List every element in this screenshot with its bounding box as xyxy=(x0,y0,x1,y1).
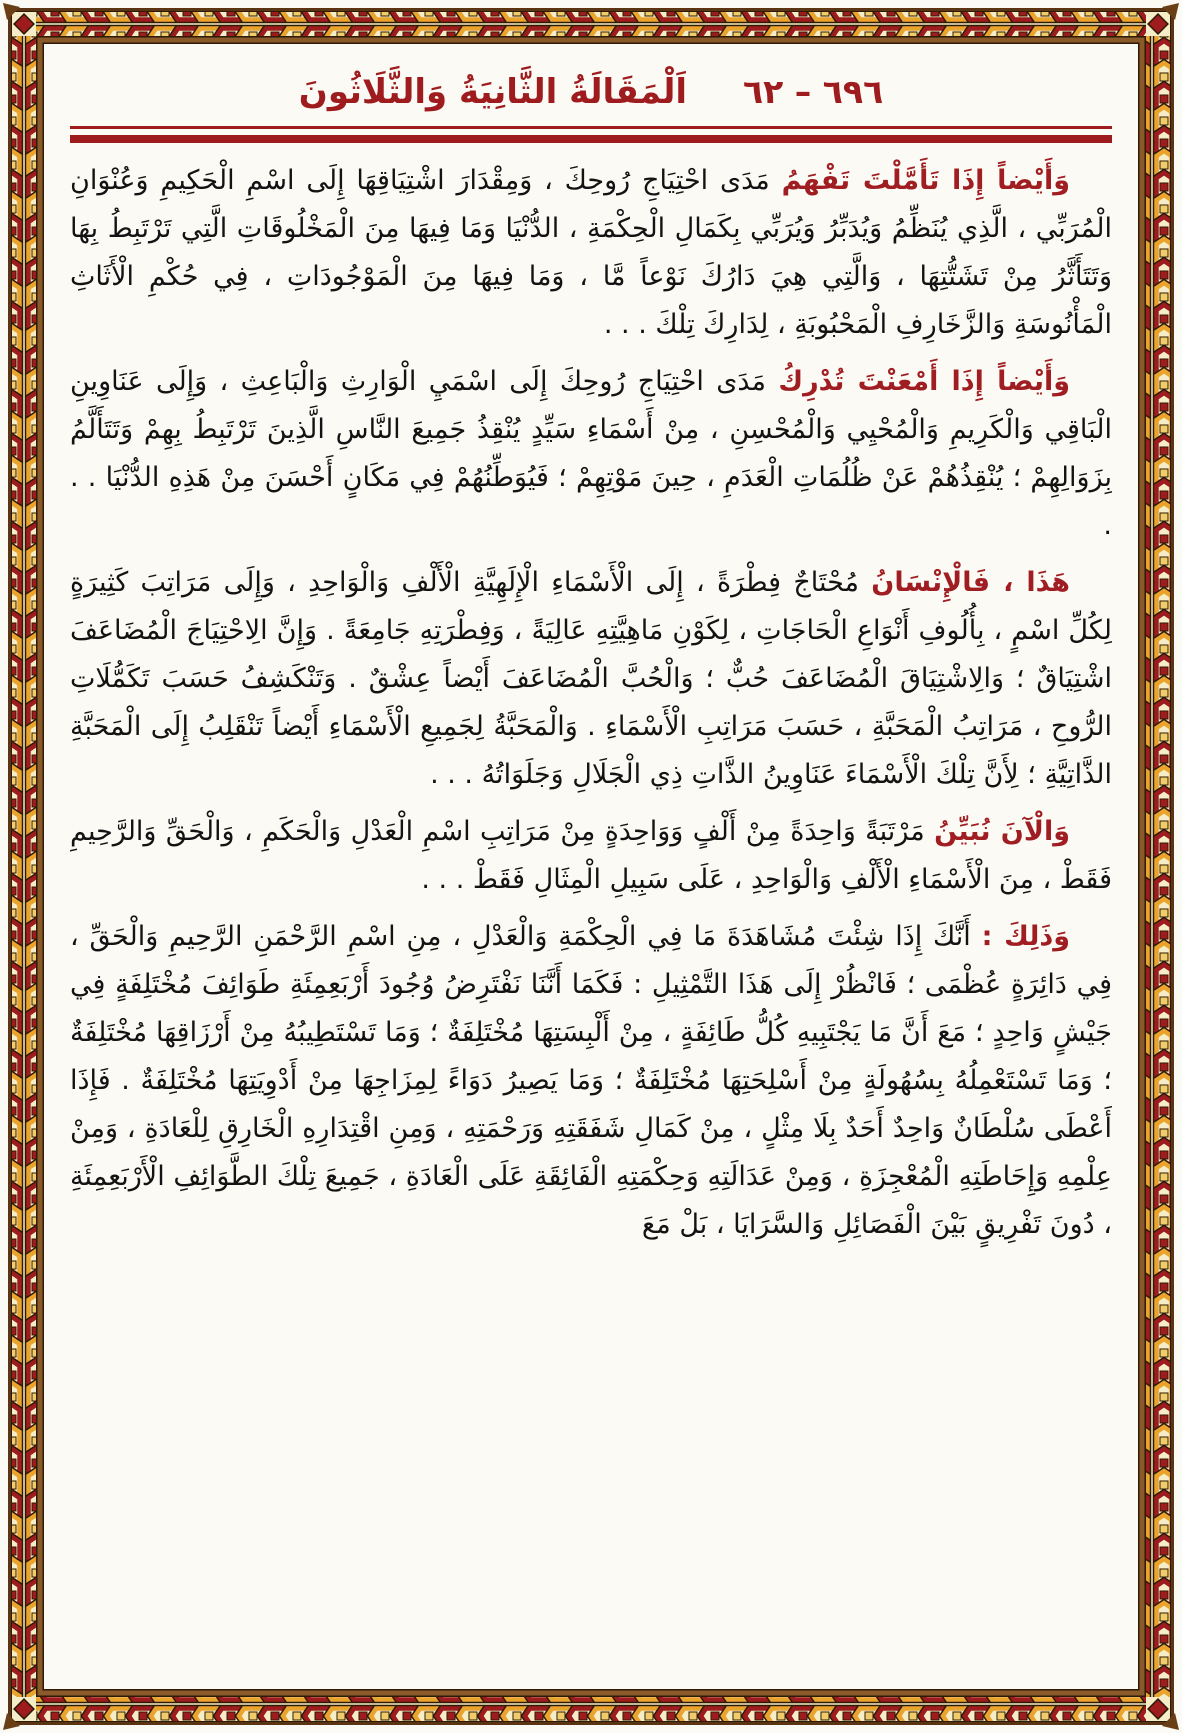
paragraph-text: أَنَّكَ إِذَا شِئْتَ مُشَاهَدَةَ مَا فِي الْحِكْمَةِ وَالْعَدْلِ ، مِنِ اسْمِ الرَّحْمَنِ الرَّحِيمِ وَالْحَقِّ ، فِي دَائِرَةٍ عُظْمَى ؛ فَانْظُرْ إِلَى هَذَا التَّمْثِيلِ : فَكَمَا أَنَّنَا نَفْتَرِضُ وُجُودَ أَرْبَعِمِئَةِ طَوَائِفَ مُخْتَلِفَةٍ فِي جَيْشٍ وَاحِدٍ ؛ مَعَ أَنَّ مَا يَجْتَبِيهِ كُلُّ طَائِفَةٍ ، مِنْ أَلْبِسَتِهَا مُخْتَلِفَةٌ ؛ وَمَا تَسْتَطِيبُهُ مِنْ أَرْزَاقِهَا مُخْتَلِفَةٌ ؛ وَمَا تَسْتَعْمِلُهُ بِسُهُولَةٍ مِنْ أَسْلِحَتِهَا مُخْتَلِفَةٌ ؛ وَمَا يَصِيرُ دَوَاءً لِمِزَاجِهَا مِنْ أَدْوِيَتِهَا مُخْتَلِفَةٌ . فَإِذَا أَعْطَى سُلْطَانٌ وَاحِدٌ أَحَدٌ بِلَا مِثْلٍ ، مِنْ كَمَالِ شَفَقَتِهِ وَرَحْمَتِهِ ، وَمِنِ اقْتِدَارِهِ الْخَارِقِ لِلْعَادَةِ ، وَمِنْ عِلْمِهِ وَإِحَاطَتِهِ الْمُعْجِزَةِ ، وَمِنْ عَدَالَتِهِ وَحِكْمَتِهِ الْفَائِقَةِ عَلَى الْعَادَةِ ، جَمِيعَ تِلْكَ الطَّوَائِفِ الْأَرْبَعِمِئَةِ ، دُونَ تَفْرِيقٍ بَيْنَ الْفَصَائِلِ وَالسَّرَايَا ، بَلْ مَعَ xyxy=(70,921,1112,1240)
paragraph-text: مَدَى احْتِيَاجِ رُوحِكَ ، وَمِقْدَارَ اشْتِيَاقِهَا إِلَى اسْمِ الْحَكِيمِ وَعُنْوَانِ الْمُرَبِّي ، الَّذِي يُنَظِّمُ وَيُدَبِّرُ وَيُرَبِّي بِكَمَالِ الْحِكْمَةِ ، الدُّنْيَا وَمَا فِيهَا مِنَ الْمَخْلُوقَاتِ الَّتِي تَرْتَبِطُ بِهَا وَتَتَأَثَّرُ مِنْ تَشَتُّتِهَا ، وَالَّتِي هِيَ دَارُكَ نَوْعاً مَّا ، وَمَا فِيهَا مِنَ الْمَوْجُودَاتِ ، فِي حُكْمِ الْأَثَاثِ الْمَأْنُوسَةِ وَالزَّخَارِفِ الْمَحْبُوبَةِ ، لِدَارِكَ تِلْكَ . . . xyxy=(70,165,1112,340)
paragraph-opener: وَالْآنَ نُبَيِّنُ xyxy=(934,816,1070,847)
paragraph-opener: وَأَيْضاً إِذَا تَأَمَّلْتَ تَفْهَمُ xyxy=(781,165,1070,196)
paragraph-opener: وَأَيْضاً إِذَا أَمْعَنْتَ تُدْرِكُ xyxy=(778,366,1070,397)
paragraph xyxy=(70,913,1112,1249)
paragraph xyxy=(70,358,1112,550)
paragraph-opener: هَذَا ، فَالْإِنْسَانُ xyxy=(871,567,1070,598)
page-header xyxy=(70,56,1112,112)
body-text xyxy=(70,157,1112,1249)
page-title: اَلْمَقَالَةُ الثَّانِيَةُ وَالثَّلَاثُونَ xyxy=(298,72,687,112)
paragraph xyxy=(70,157,1112,349)
paragraph xyxy=(70,808,1112,904)
paragraph-text: مَدَى احْتِيَاجِ رُوحِكَ إِلَى اسْمَيِ الْوَارِثِ وَالْبَاعِثِ ، وَإِلَى عَنَاوِينِ الْبَاقِي وَالْكَرِيمِ وَالْمُحْيِي وَالْمُحْسِنِ ، مِنْ أَسْمَاءِ سَيِّدٍ يُنْقِذُ جَمِيعَ النَّاسِ الَّذِينَ تَرْتَبِطُ بِهِمْ وَتَتَأَلَّمُ بِزَوَالِهِمْ ؛ يُنْقِذُهُمْ عَنْ ظُلُمَاتِ الْعَدَمِ ، حِينَ مَوْتِهِمْ ؛ فَيُوَطِّنُهُمْ فِي مَكَانٍ أَحْسَنَ مِنْ هَذِهِ الدُّنْيَا . . . xyxy=(70,366,1112,541)
header-rule xyxy=(70,126,1112,143)
page-content xyxy=(70,56,1112,1685)
paragraph xyxy=(70,559,1112,799)
paragraph-opener: وَذَلِكَ : xyxy=(981,921,1070,952)
paragraph-text: مُحْتَاجٌ فِطْرَةً ، إِلَى الْأَسْمَاءِ الْإِلَهِيَّةِ الْأَلْفِ وَالْوَاحِدِ ، وَإِلَى مَرَاتِبَ كَثِيرَةٍ لِكُلِّ اسْمٍ ، بِأُلُوفِ أَنْوَاعِ الْحَاجَاتِ ، لِكَوْنِ مَاهِيَّتِهِ عَالِيَةً ، وَفِطْرَتِهِ جَامِعَةً . وَإِنَّ الِاحْتِيَاجَ الْمُضَاعَفَ اشْتِيَاقٌ ؛ وَالِاشْتِيَاقَ الْمُضَاعَفَ حُبٌّ ؛ وَالْحُبَّ الْمُضَاعَفَ أَيْضاً عِشْقٌ . وَتَنْكَشِفُ حَسَبَ تَكَمُّلَاتِ الرُّوحِ ، مَرَاتِبُ الْمَحَبَّةِ ، حَسَبَ مَرَاتِبِ الْأَسْمَاءِ . وَالْمَحَبَّةُ لِجَمِيعِ الْأَسْمَاءِ أَيْضاً تَنْقَلِبُ إِلَى الْمَحَبَّةِ الذَّاتِيَّةِ ؛ لِأَنَّ تِلْكَ الْأَسْمَاءَ عَنَاوِينُ الذَّاتِ ذِي الْجَلَالِ وَجَلَوَاتُهُ . . . xyxy=(70,567,1112,790)
paragraph-text: مَرْتَبَةً وَاحِدَةً مِنْ أَلْفٍ وَوَاحِدَةٍ مِنْ مَرَاتِبِ اسْمِ الْعَدْلِ وَالْحَكَمِ ، وَالْحَقِّ وَالرَّحِيمِ فَقَطْ ، مِنَ الْأَسْمَاءِ الْأَلْفِ وَالْوَاحِدِ ، عَلَى سَبِيلِ الْمِثَالِ فَقَطْ . . . xyxy=(70,816,1112,895)
page-number: ٦٩٦ – ٦٢ xyxy=(743,72,884,111)
